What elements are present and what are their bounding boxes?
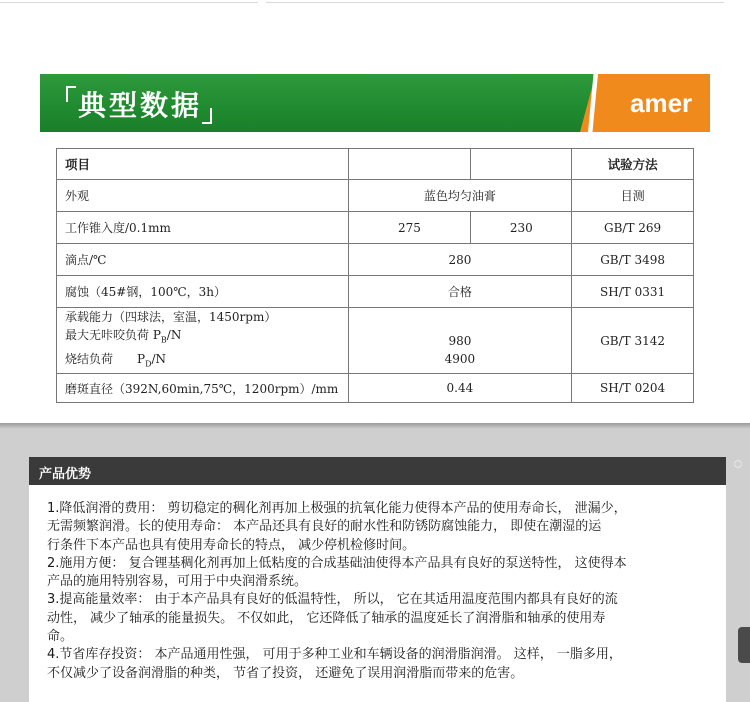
advantages-shadow (0, 423, 750, 429)
table-row (57, 374, 694, 403)
advantage-line: 行条件下本产品也具有使用寿命长的特点， 减少停机检修时间。 (47, 537, 416, 553)
row-label: 工作锥入度/0.1mm (57, 212, 349, 244)
row-value-b: 230 (471, 212, 572, 244)
load-label-2 (65, 326, 340, 349)
advantage-line: 动性， 减少了轴承的能量损失。 不仅如此， 它还降低了轴承的温度延长了润滑脂和轴承的使用寿 (47, 610, 606, 626)
header-value-a (348, 149, 471, 180)
row-method: 目测 (572, 180, 694, 212)
load-label-3 (65, 350, 340, 373)
load-label-2-unit: /N (166, 328, 182, 343)
load-label-2-sub: B (160, 335, 167, 345)
bracket-open-icon (66, 86, 76, 102)
table-header-row (57, 149, 694, 180)
table-row (57, 244, 694, 276)
advantage-line: 命。 (47, 629, 74, 645)
amer-logo: amer (630, 88, 693, 118)
top-divider-right (266, 2, 724, 3)
load-label-3-unit: /N (151, 351, 167, 366)
row-method: GB/T 269 (572, 212, 694, 244)
side-tab[interactable] (738, 627, 750, 663)
row-value: 0.44 (348, 374, 572, 403)
top-strip (0, 0, 750, 10)
banner-title: 典型数据 (78, 89, 203, 122)
advantages-text (47, 500, 727, 683)
row-label: 外观 (57, 180, 349, 212)
advantage-line: 产品的施用特别容易，可用于中央润滑系统。 (47, 574, 308, 590)
row-method: GB/T 3142 (572, 308, 694, 374)
load-label-3-text: 烧结负荷 (65, 351, 114, 366)
load-value-1: 980 (448, 333, 472, 348)
advantage-line: 4.节省库存投资： 本产品通用性强， 可用于多种工业和车辆设备的润滑脂润滑。 这样， 一脂多用， (47, 647, 622, 663)
advantage-line: 3.提高能量效率： 由于本产品具有良好的低温特性， 所以， 它在其适用温度范围内都具有良好的流 (47, 592, 618, 608)
advantage-line: 2.施用方便： 复合锂基稠化剂再加上低粘度的合成基础油使得本产品具有良好的泵送特性， 这使得本 (47, 555, 627, 571)
typical-data-banner (40, 74, 710, 132)
header-value-b (471, 149, 572, 180)
header-item: 项目 (57, 149, 349, 180)
row-label: 滴点/℃ (57, 244, 349, 276)
row-method: SH/T 0204 (572, 374, 694, 403)
row-method: GB/T 3498 (572, 244, 694, 276)
advantage-line: 无需频繁润滑。长的使用寿命： 本产品还具有良好的耐水性和防锈防腐蚀能力， 即使在潮湿的运 (47, 519, 602, 535)
row-label: 磨斑直径（392N,60min,75℃，1200rpm）/mm (57, 374, 349, 403)
advantage-line: 1.降低润滑的费用： 剪切稳定的稠化剂再加上极强的抗氧化能力使得本产品的使用寿命长， 泄漏少， (47, 501, 627, 516)
row-value-load (348, 308, 572, 374)
row-value: 合格 (348, 276, 572, 308)
load-label-3-sub: D (145, 358, 152, 368)
row-value-a: 275 (348, 212, 471, 244)
row-value: 280 (348, 244, 572, 276)
row-label-load (57, 308, 349, 374)
advantage-line: 不仅减少了设备润滑脂的种类， 节省了投资， 还避免了误用润滑脂而带来的危害。 (47, 665, 524, 681)
load-label-3-p: P (137, 351, 146, 366)
row-value: 蓝色均匀油膏 (348, 180, 572, 212)
load-value-2: 4900 (444, 351, 476, 366)
load-label-1: 承载能力（四球法，室温，1450rpm） (65, 310, 277, 325)
row-method: SH/T 0331 (572, 276, 694, 308)
load-label-2-text: 最大无咔咬负荷 P (65, 328, 161, 343)
typical-data-table (56, 148, 694, 403)
table-row (57, 308, 694, 374)
header-method: 试验方法 (572, 149, 694, 180)
table-row (57, 180, 694, 212)
advantages-title: 产品优势 (29, 457, 726, 485)
decor-circle-icon (734, 460, 742, 468)
bracket-close-icon (202, 108, 212, 124)
table-row (57, 276, 694, 308)
table-row (57, 212, 694, 244)
row-label: 腐蚀（45#钢，100℃，3h） (57, 276, 349, 308)
top-divider-left (0, 2, 258, 3)
